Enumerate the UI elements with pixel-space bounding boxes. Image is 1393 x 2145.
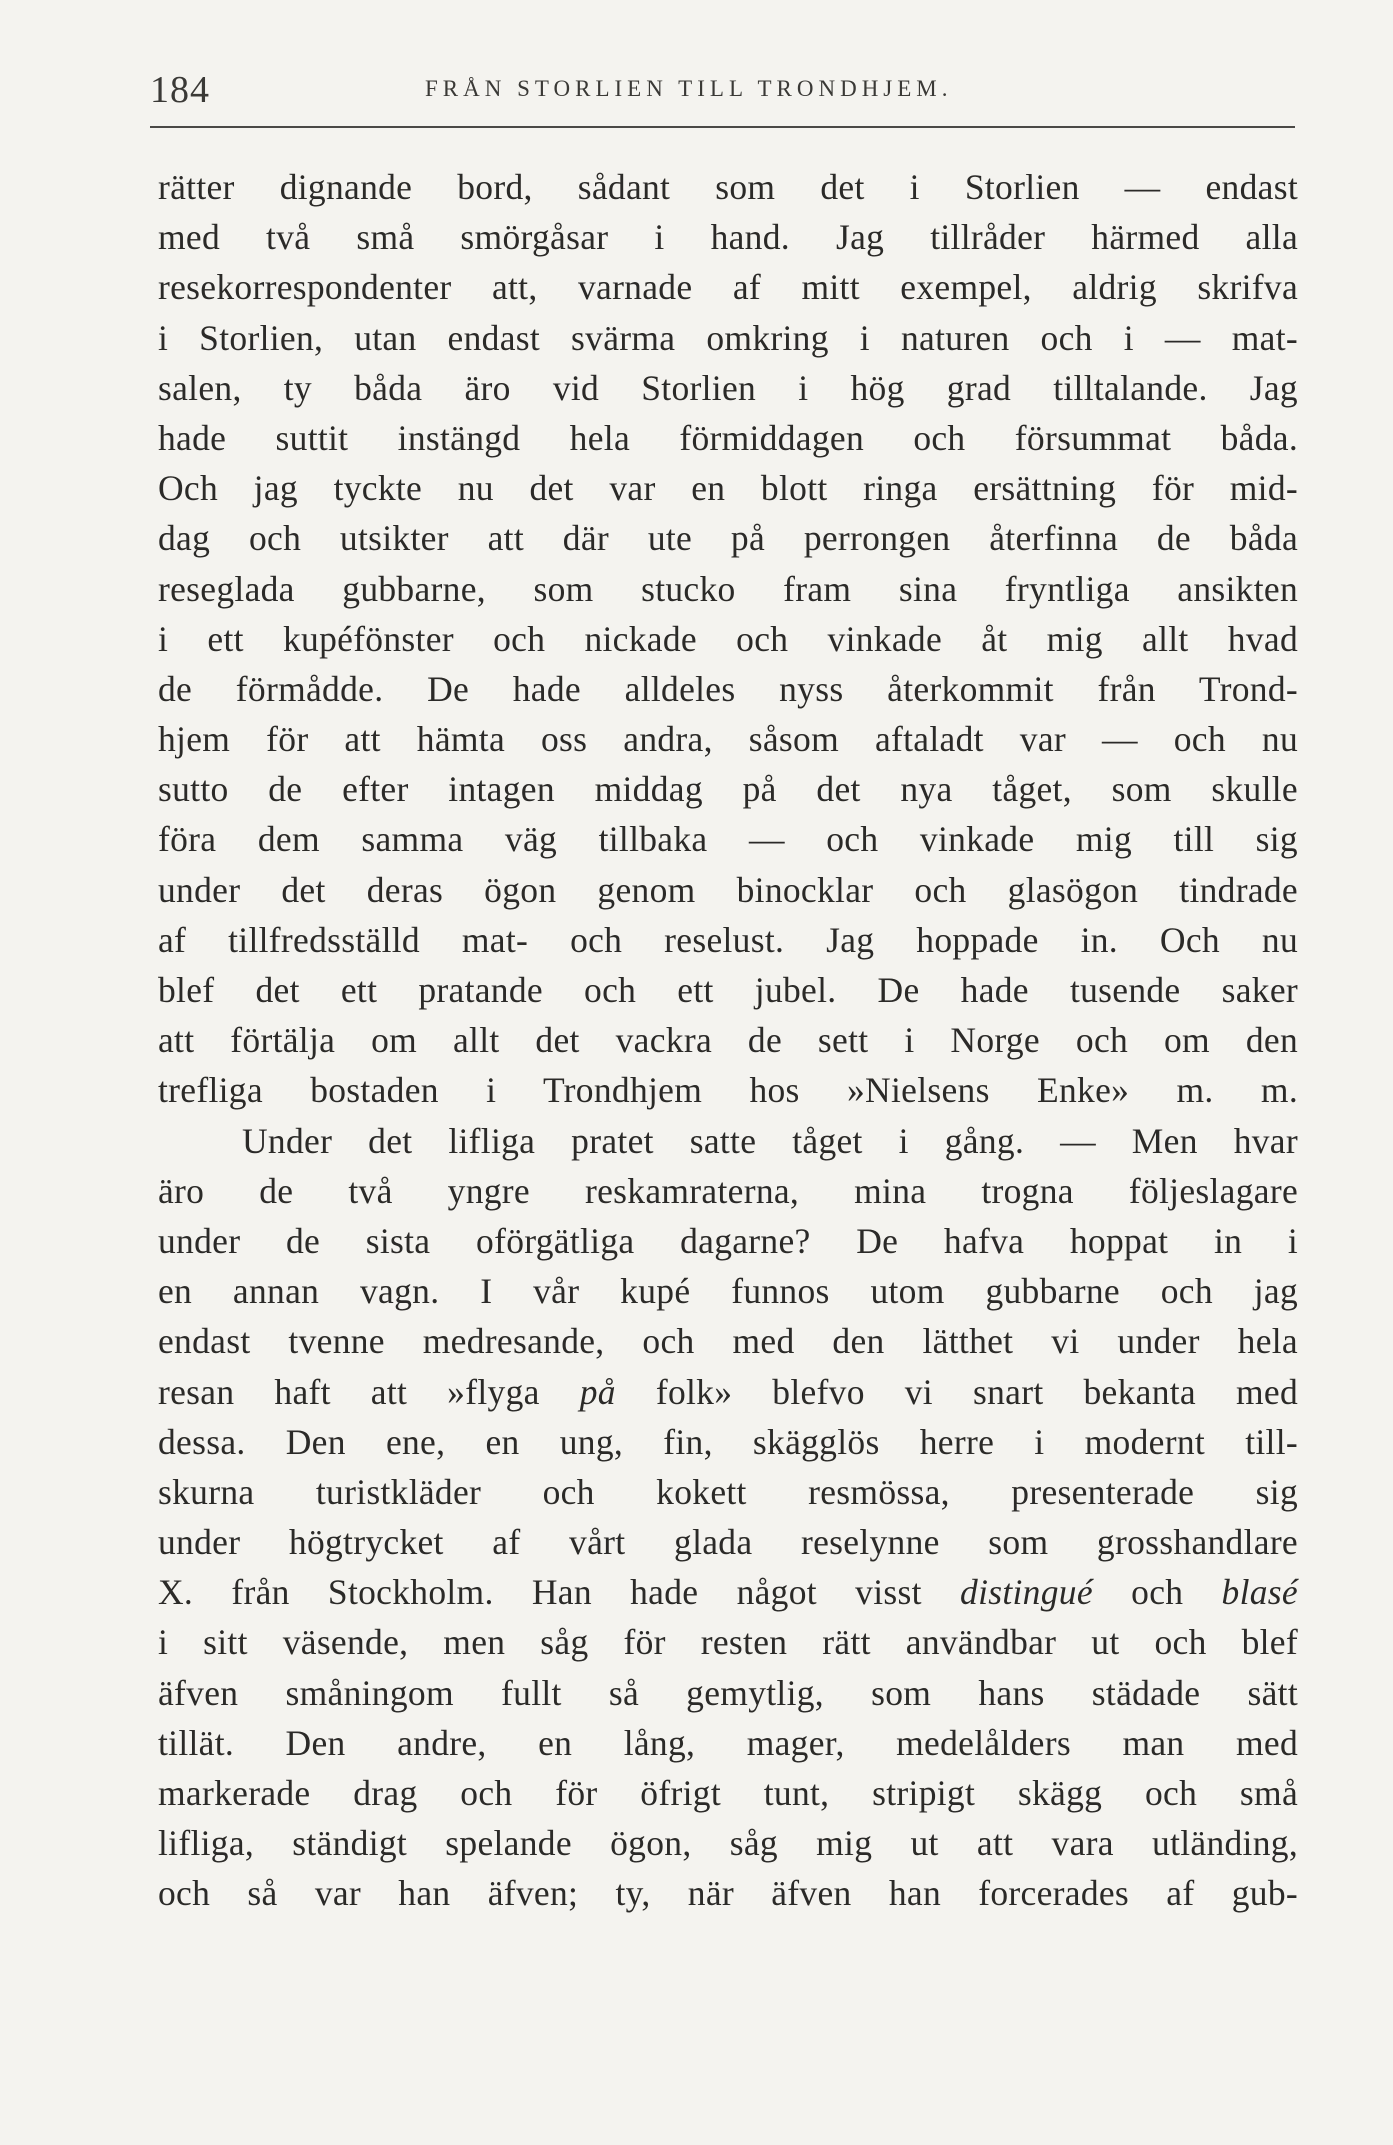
italic-word: på [579, 1371, 616, 1412]
text-segment: och [1131, 1572, 1184, 1613]
text-line: Och jag tyckte nu det var en blott ringa ersättning för mid- [158, 468, 1298, 509]
text-line: salen, ty båda äro vid Storlien i hög grad tilltalande. Jag [158, 367, 1298, 408]
text-line: under högtrycket af vårt glada reselynne som grosshandlare [158, 1522, 1298, 1563]
paragraph-start-line: Under det lifliga pratet satte tåget i gång. — Men hvar [242, 1120, 1298, 1161]
text-line: reseglada gubbarne, som stucko fram sina fryntliga ansikten [158, 568, 1298, 609]
text-segment: X. från Stockholm. Han hade något visst [158, 1572, 922, 1613]
text-line: sutto de efter intagen middag på det nya tåget, som skulle [158, 769, 1298, 810]
text-line-mixed [158, 1367, 1298, 1417]
text-line: dag och utsikter att där ute på perrongen återfinna de båda [158, 518, 1298, 559]
text-line: hade suttit instängd hela förmiddagen och försummat båda. [158, 417, 1298, 458]
text-line: tillät. Den andre, en lång, mager, medelålders man med [158, 1722, 1298, 1763]
text-line: äfven småningom fullt så gemytlig, som hans städade sätt [158, 1672, 1298, 1713]
text-segment: folk» blefvo vi snart bekanta med [655, 1371, 1298, 1412]
text-line: en annan vagn. I vår kupé funnos utom gubbarne och jag [158, 1271, 1298, 1312]
text-line: att förtälja om allt det vackra de sett i Norge och om den [158, 1020, 1298, 1061]
text-line: och så var han äfven; ty, när äfven han forcerades af gub- [158, 1873, 1298, 1914]
text-line: af tillfredsställd mat- och reselust. Jag hoppade in. Och nu [158, 919, 1298, 960]
text-line: föra dem samma väg tillbaka — och vinkade mig till sig [158, 819, 1298, 860]
text-line: endast tvenne medresande, och med den lätthet vi under hela [158, 1321, 1298, 1362]
italic-word: distingué [960, 1572, 1093, 1613]
page-header [150, 62, 1300, 122]
text-line: skurna turistkläder och kokett resmössa, presenterade sig [158, 1471, 1298, 1512]
text-line: de förmådde. De hade alldeles nyss återkommit från Trond- [158, 668, 1298, 709]
text-line: i Storlien, utan endast svärma omkring i naturen och i — mat- [158, 317, 1298, 358]
text-line: i sitt väsende, men såg för resten rätt användbar ut och blef [158, 1622, 1298, 1663]
text-segment: resan haft att »flyga [158, 1371, 540, 1412]
text-line: äro de två yngre reskamraterna, mina trogna följeslagare [158, 1170, 1298, 1211]
page-number: 184 [150, 69, 210, 111]
text-line: med två små smörgåsar i hand. Jag tillråder härmed alla [158, 217, 1298, 258]
text-line: blef det ett pratande och ett jubel. De hade tusende saker [158, 970, 1298, 1010]
text-line: under de sista oförgätliga dagarne? De hafva hoppat in i [158, 1220, 1298, 1261]
text-line: hjem för att hämta oss andra, såsom aftaladt var — och nu [158, 719, 1298, 760]
text-line: lifliga, ständigt spelande ögon, såg mig ut att vara utländing, [158, 1823, 1298, 1864]
text-line: markerade drag och för öfrigt tunt, stripigt skägg och små [158, 1773, 1298, 1813]
text-line-mixed [158, 1567, 1298, 1617]
text-line: resekorrespondenter att, varnade af mitt exempel, aldrig skrifva [158, 267, 1298, 308]
header-rule [150, 126, 1295, 128]
text-line: trefliga bostaden i Trondhjem hos »Nielsens Enke» m. m. [158, 1070, 1298, 1111]
text-line: under det deras ögon genom binocklar och glasögon tindrade [158, 869, 1298, 910]
text-line: dessa. Den ene, en ung, fin, skägglös herre i modernt till- [158, 1421, 1298, 1462]
running-head: FRÅN STORLIEN TILL TRONDHJEM. [425, 76, 953, 101]
text-line: rätter dignande bord, sådant som det i Storlien — endast [158, 167, 1298, 207]
body-text [158, 162, 1298, 1919]
italic-word: blasé [1221, 1572, 1298, 1613]
text-line: i ett kupéfönster och nickade och vinkade åt mig allt hvad [158, 618, 1298, 659]
